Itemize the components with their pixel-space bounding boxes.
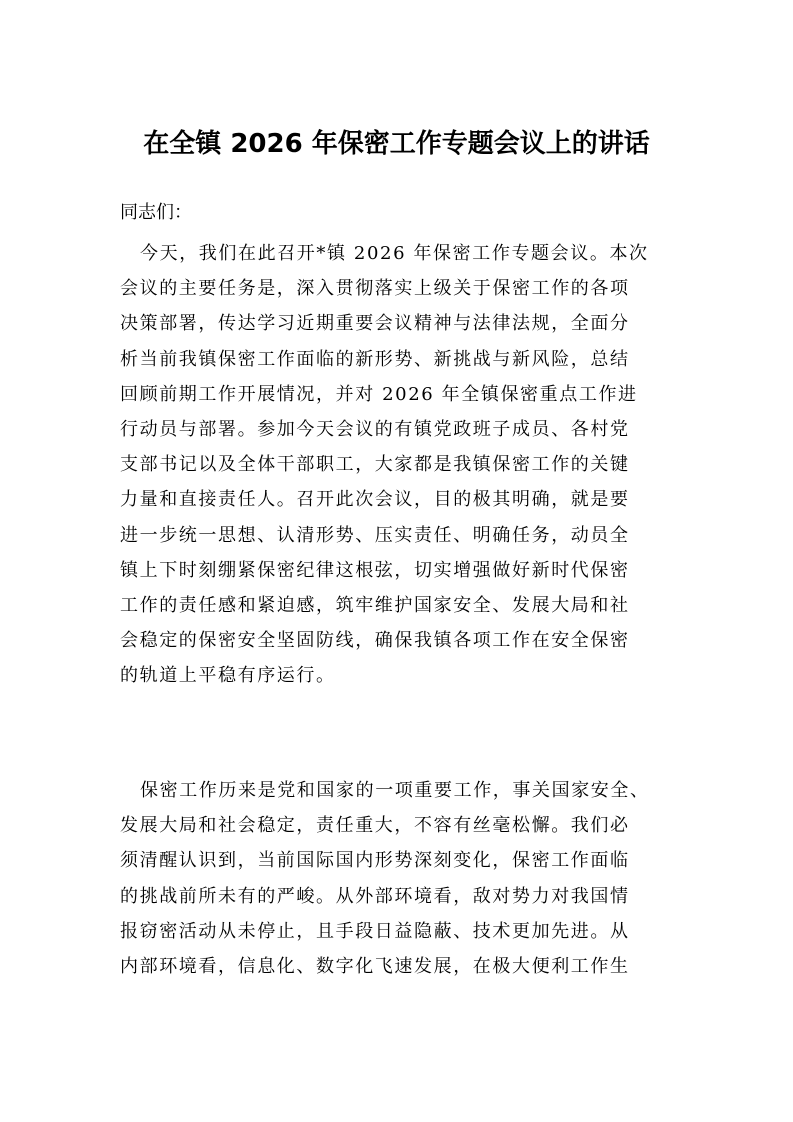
paragraph-line: 决策部署，传达学习近期重要会议精神与法律法规，全面分 — [120, 313, 630, 335]
paragraph-line: 会稳定的保密安全坚固防线，确保我镇各项工作在安全保密 — [120, 630, 630, 652]
paragraph-line: 保密工作历来是党和国家的一项重要工作，事关国家安全、 — [140, 780, 650, 801]
paragraph-line: 须清醒认识到，当前国际国内形势深刻变化，保密工作面临 — [120, 850, 630, 872]
paragraph-line: 行动员与部署。参加今天会议的有镇党政班子成员、各村党 — [120, 418, 630, 440]
paragraph-line: 回顾前期工作开展情况，并对 2026 年全镇保密重点工作进 — [120, 383, 638, 405]
paragraph-line: 发展大局和社会稳定，责任重大，不容有丝毫松懈。我们必 — [120, 815, 630, 837]
paragraph-line: 的轨道上平稳有序运行。 — [120, 665, 336, 687]
paragraph-line: 力量和直接责任人。召开此次会议，目的极其明确，就是要 — [120, 489, 630, 511]
salutation: 同志们： — [120, 202, 192, 223]
paragraph-2 — [120, 773, 686, 984]
paragraph-line: 会议的主要任务是，深入贯彻落实上级关于保密工作的各项 — [120, 278, 630, 300]
paragraph-line: 镇上下时刻绷紧保密纪律这根弦，切实增强做好新时代保密 — [120, 559, 630, 581]
paragraph-line: 报窃密活动从未停止，且手段日益隐蔽、技术更加先进。从 — [120, 920, 630, 942]
paragraph-line: 工作的责任感和紧迫感，筑牢维护国家安全、发展大局和社 — [120, 594, 630, 616]
paragraph-line: 今天，我们在此召开*镇 2026 年保密工作专题会议。本次 — [140, 243, 649, 264]
paragraph-line: 的挑战前所未有的严峻。从外部环境看，敌对势力对我国情 — [120, 885, 630, 907]
paragraph-line: 析当前我镇保密工作面临的新形势、新挑战与新风险，总结 — [120, 348, 630, 370]
paragraph-line: 内部环境看，信息化、数字化飞速发展，在极大便利工作生 — [120, 955, 630, 977]
paragraph-line: 支部书记以及全体干部职工，大家都是我镇保密工作的关键 — [120, 454, 630, 476]
paragraph-line: 进一步统一思想、认清形势、压实责任、明确任务，动员全 — [120, 524, 630, 546]
paragraph-1 — [120, 236, 686, 693]
document-title: 在全镇 2026 年保密工作专题会议上的讲话 — [143, 129, 650, 159]
